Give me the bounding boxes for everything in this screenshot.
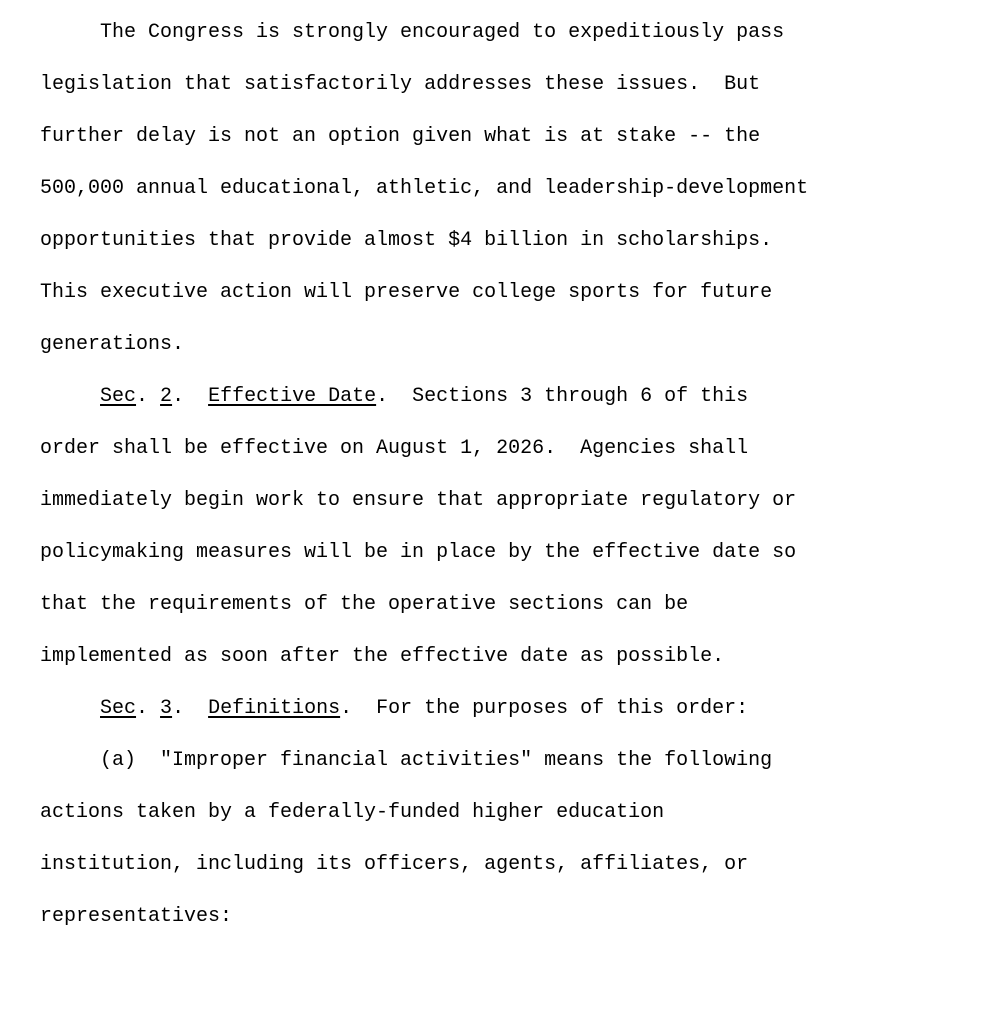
paragraph-line: generations. [40, 333, 185, 356]
paragraph-line: institution, including its officers, agents, affiliates, or [40, 853, 749, 876]
paragraph-line: immediately begin work to ensure that appropriate regulatory or [40, 489, 797, 512]
paragraph-line: The Congress is strongly encouraged to expeditiously pass [40, 21, 785, 44]
sec-punct: . [172, 385, 209, 408]
sec-label: Sec [100, 385, 137, 408]
sec-number: 2 [160, 385, 173, 408]
sec-label: Sec [100, 697, 137, 720]
section-heading-rest: . For the purposes of this order: [340, 697, 749, 720]
paragraph-line: order shall be effective on August 1, 2026. Agencies shall [40, 437, 749, 460]
section-heading-rest: . Sections 3 through 6 of this [376, 385, 749, 408]
paragraph-line: opportunities that provide almost $4 billion in scholarships. [40, 229, 773, 252]
indent [40, 697, 100, 720]
paragraph-line: legislation that satisfactorily addresses these issues. But [40, 73, 761, 96]
sec-separator: . [136, 697, 161, 720]
sec-number: 3 [160, 697, 173, 720]
paragraph-line: implemented as soon after the effective date as possible. [40, 645, 725, 668]
sec-separator: . [136, 385, 161, 408]
subsection-a-first-line: (a) "Improper financial activities" means the following [40, 749, 773, 772]
sec-punct: . [172, 697, 209, 720]
section-heading: Definitions [208, 697, 341, 720]
indent [40, 385, 100, 408]
paragraph-line: actions taken by a federally-funded higher education [40, 801, 665, 824]
paragraph-line: 500,000 annual educational, athletic, and leadership-development [40, 177, 809, 200]
paragraph-line: that the requirements of the operative sections can be [40, 593, 689, 616]
section-3-heading-line [40, 694, 748, 724]
paragraph-line: policymaking measures will be in place by the effective date so [40, 541, 797, 564]
paragraph-line: representatives: [40, 905, 233, 928]
section-heading: Effective Date [208, 385, 377, 408]
paragraph-line: further delay is not an option given what is at stake -- the [40, 125, 761, 148]
section-2-heading-line [40, 382, 748, 412]
paragraph-line: This executive action will preserve college sports for future [40, 281, 773, 304]
